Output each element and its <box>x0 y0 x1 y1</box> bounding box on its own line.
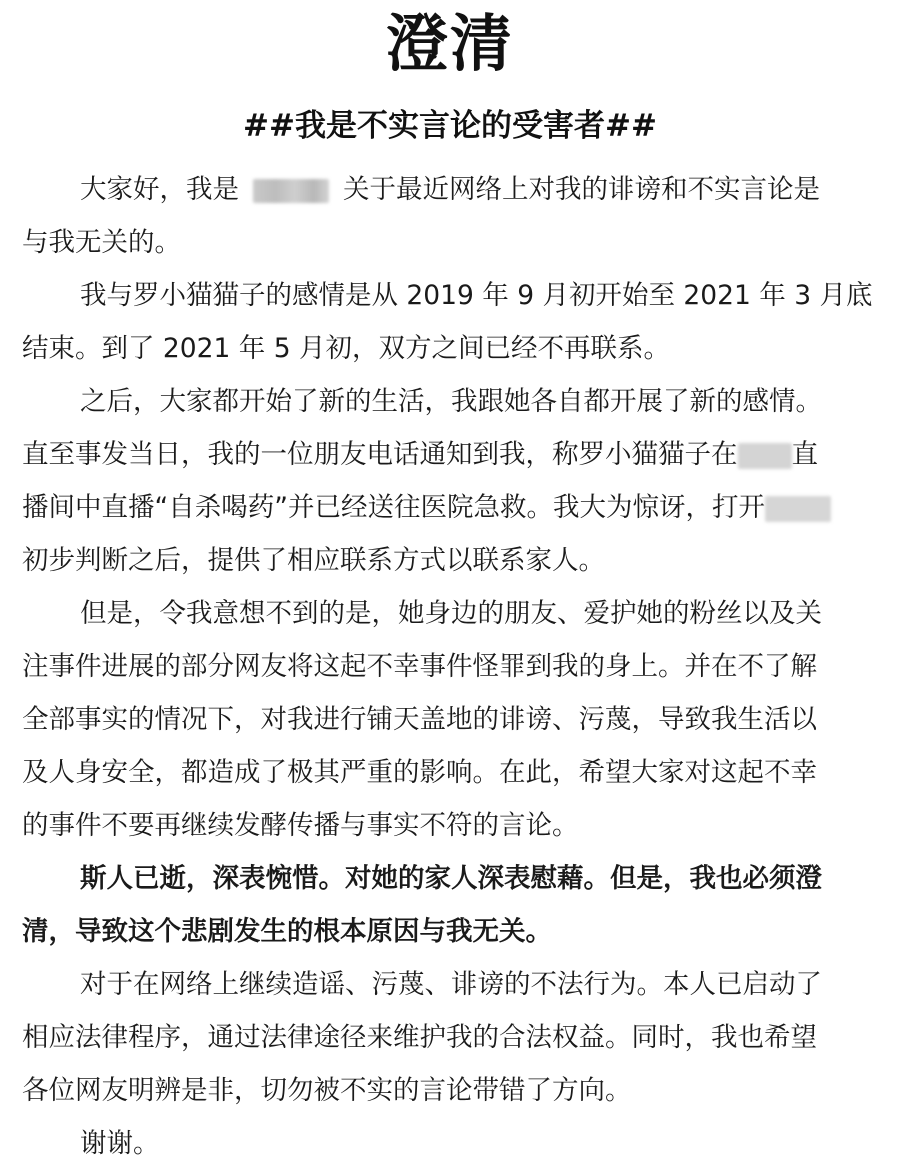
page-title: 澄清 <box>385 7 514 80</box>
paragraph-4-line-5: 的事件不要再继续发酵传播与事实不符的言论。 <box>22 810 579 841</box>
paragraph-3-line-2 <box>22 433 878 486</box>
paragraph-4-line-2: 注事件进展的部分网友将这起不幸事件怪罪到我的身上。并在不了解 <box>22 651 817 682</box>
paragraph-1-line-2: 与我无关的。 <box>22 227 181 258</box>
paragraph-1-line-1 <box>22 168 878 221</box>
paragraph-2-line-1: 我与罗小猫猫子的感情是从 2019 年 9 月初开始至 2021 年 3 月底 <box>80 280 873 311</box>
closing-thanks: 谢谢。 <box>80 1128 160 1159</box>
paragraph-3-line-1: 之后，大家都开始了新的生活，我跟她各自都开展了新的感情。 <box>80 386 822 417</box>
redacted-app <box>765 496 831 522</box>
paragraph-text: 播间中直播“自杀喝药”并已经送往医院急救。我大为惊讶，打开 <box>22 492 765 523</box>
paragraph-3-line-3 <box>22 486 878 539</box>
paragraph-6-line-2: 相应法律程序，通过法律途径来维护我的合法权益。同时，我也希望 <box>22 1022 817 1053</box>
redacted-platform <box>738 443 792 469</box>
paragraph-3-line-4: 初步判断之后，提供了相应联系方式以联系家人。 <box>22 545 605 576</box>
paragraph-4-line-1: 但是，令我意想不到的是，她身边的朋友、爱护她的粉丝以及关 <box>80 598 822 629</box>
paragraph-6-line-3: 各位网友明辨是非，切勿被不实的言论带错了方向。 <box>22 1075 632 1106</box>
greeting-text: 大家好，我是 <box>80 174 239 205</box>
paragraph-2-line-2: 结束。到了 2021 年 5 月初，双方之间已经不再联系。 <box>22 333 670 364</box>
paragraph-text: 直 <box>791 439 818 470</box>
paragraph-5-line-1: 斯人已逝，深表惋惜。对她的家人深表慰藉。但是，我也必须澄 <box>80 863 822 894</box>
paragraph-text: 直至事发当日，我的一位朋友电话通知到我，称罗小猫猫子在 <box>22 439 738 470</box>
page-subtitle: ##我是不实言论的受害者## <box>243 108 657 144</box>
paragraph-4-line-3: 全部事实的情况下，对我进行铺天盖地的诽谤、污蔑，导致我生活以 <box>22 704 817 735</box>
statement-body <box>22 168 878 1175</box>
paragraph-5-line-2: 清，导致这个悲剧发生的根本原因与我无关。 <box>22 916 552 947</box>
paragraph-4-line-4: 及人身安全，都造成了极其严重的影响。在此，希望大家对这起不幸 <box>22 757 817 788</box>
redacted-name <box>253 179 329 203</box>
paragraph-text: 关于最近网络上对我的诽谤和不实言论是 <box>343 174 820 205</box>
paragraph-6-line-1: 对于在网络上继续造谣、污蔑、诽谤的不法行为。本人已启动了 <box>80 969 822 1000</box>
